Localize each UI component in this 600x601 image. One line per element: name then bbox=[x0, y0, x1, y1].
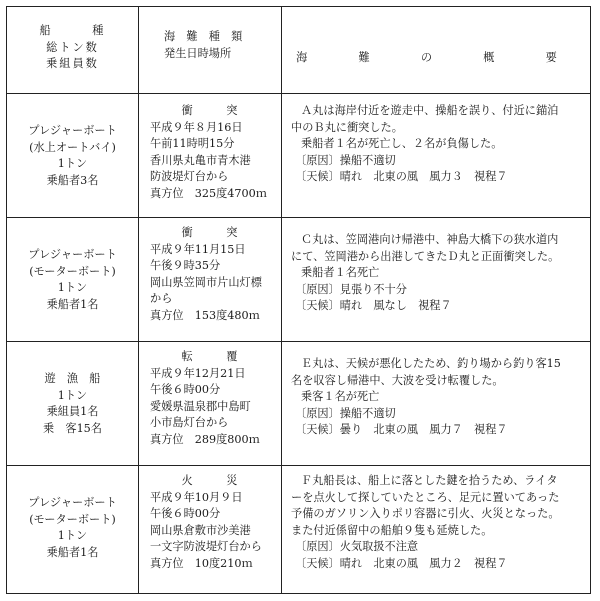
summary-line: Ｅ丸は、天候が悪化したため、釣り場から釣り客15 bbox=[301, 357, 561, 370]
row-2-vessel bbox=[7, 247, 138, 313]
summary-cause: 〔原因〕火気取扱不注意 bbox=[295, 540, 419, 554]
row-divider bbox=[7, 93, 590, 94]
summary-weather: 〔天候〕晴れ 北東の風 風力２ 視程７ bbox=[295, 556, 508, 570]
header-vessel-type: 船 種 bbox=[39, 24, 106, 37]
row-4-summary bbox=[281, 473, 592, 573]
tonnage: 1トン bbox=[57, 388, 88, 402]
summary-line: 予備のガソリン入りポリ容器に引火、火災となった。 bbox=[291, 507, 560, 521]
row-divider bbox=[7, 465, 590, 466]
row-3-accident bbox=[138, 349, 281, 449]
header-datetime-place: 発生日時場所 bbox=[164, 46, 232, 60]
summary-weather: 〔天候〕晴れ 北東の風 風力３ 視程７ bbox=[295, 170, 508, 184]
header-vessel bbox=[7, 23, 138, 73]
accident-bearing: 真方位 325度4700ｍ bbox=[150, 186, 267, 200]
vessel-type: 遊 漁 船 bbox=[44, 372, 101, 385]
crew: 乗船者1名 bbox=[46, 545, 99, 559]
row-divider bbox=[7, 217, 590, 218]
summary-line: 中のＢ丸に衝突した。 bbox=[291, 120, 403, 134]
accident-type: 衝 突 bbox=[181, 104, 238, 117]
accident-date: 平成９年10月９日 bbox=[150, 490, 243, 504]
accident-type: 転 覆 bbox=[181, 350, 238, 363]
summary-cause: 〔原因〕操船不適切 bbox=[295, 153, 396, 167]
accident-bearing: 真方位 289度800ｍ bbox=[150, 432, 260, 446]
row-2-accident bbox=[138, 225, 281, 325]
summary-line: ーを点火して探していたところ、足元に置いてあった bbox=[291, 490, 560, 504]
row-divider bbox=[7, 341, 590, 342]
passengers: 乗 客15名 bbox=[43, 421, 102, 435]
summary-line: Ｆ丸船長は、船上に落とした鍵を拾うため、ライタ bbox=[301, 474, 558, 487]
accident-time: 午前11時明15分 bbox=[150, 137, 235, 151]
row-4-accident bbox=[138, 473, 281, 573]
accident-reference: 一文字防波堤灯台から bbox=[150, 540, 262, 554]
summary-cause: 〔原因〕操船不適切 bbox=[295, 406, 396, 420]
row-3-summary bbox=[281, 356, 592, 439]
summary-line: また付近係留中の船舶９隻も延焼した。 bbox=[291, 523, 493, 537]
accident-type: 衝 突 bbox=[181, 226, 238, 239]
accident-time: 午後６時00分 bbox=[150, 507, 221, 521]
header-accident bbox=[138, 29, 281, 62]
crew: 乗船者3名 bbox=[46, 173, 99, 187]
accident-place: 岡山県笠岡市片山灯標 bbox=[150, 275, 262, 289]
header-summary: 海 難 の 概 要 bbox=[296, 51, 577, 64]
vessel-subtype: (モーターボート) bbox=[29, 264, 116, 278]
accident-reference: 小市島灯台から bbox=[150, 416, 229, 430]
accident-bearing: 真方位 153度480ｍ bbox=[150, 308, 260, 322]
tonnage: 1トン bbox=[57, 281, 88, 295]
accident-type: 火 災 bbox=[181, 474, 238, 487]
vessel-subtype: (水上オートバイ) bbox=[29, 140, 116, 154]
row-4-vessel bbox=[7, 495, 138, 561]
summary-weather: 〔天候〕曇り 北東の風 風力７ 視程７ bbox=[295, 423, 508, 437]
row-3-vessel bbox=[7, 371, 138, 437]
vessel-type: プレジャーボート bbox=[28, 124, 117, 137]
accident-place: 香川県丸亀市青木港 bbox=[150, 153, 251, 167]
vessel-type: プレジャーボート bbox=[28, 496, 117, 509]
accident-bearing: 真方位 10度210ｍ bbox=[150, 556, 253, 570]
summary-line: 乗客１名が死亡 bbox=[301, 390, 380, 404]
header-accident-type: 海 難 種 類 bbox=[164, 30, 243, 43]
accident-date: 平成９年８月16日 bbox=[150, 120, 243, 134]
summary-weather: 〔天候〕晴れ 風なし 視程７ bbox=[295, 299, 452, 313]
accident-date: 平成９年12月21日 bbox=[150, 366, 246, 380]
vessel-type: プレジャーボート bbox=[28, 248, 117, 261]
accident-place: 愛媛県温泉郡中島町 bbox=[150, 399, 251, 413]
accident-table bbox=[6, 6, 591, 594]
accident-place: 岡山県倉敷市沙美港 bbox=[150, 523, 251, 537]
tonnage: 1トン bbox=[57, 529, 88, 543]
vessel-subtype: (モーターボート) bbox=[29, 512, 116, 526]
crew: 乗組員1名 bbox=[46, 405, 99, 419]
header-tonnage: 総トン数 bbox=[46, 40, 99, 54]
accident-reference: 防波堤灯台から bbox=[150, 170, 229, 184]
tonnage: 1トン bbox=[57, 157, 88, 171]
row-2-summary bbox=[281, 232, 592, 315]
summary-cause: 〔原因〕見張り不十分 bbox=[295, 282, 407, 296]
summary-line: にて、笠岡港から出港してきたＤ丸と正面衝突した。 bbox=[291, 249, 560, 263]
summary-line: Ａ丸は海岸付近を遊走中、操船を誤り、付近に錨泊 bbox=[301, 104, 559, 117]
summary-line: 乗船者１名が死亡し、２名が負傷した。 bbox=[301, 137, 503, 151]
summary-line: 乗船者１名死亡 bbox=[301, 266, 380, 280]
summary-line: Ｃ丸は、笠岡港向け帰港中、神島大橋下の狭水道内 bbox=[301, 233, 559, 246]
header-crew: 乗組員数 bbox=[46, 57, 99, 71]
summary-line: 名を収容し帰港中、大波を受け転覆した。 bbox=[291, 373, 504, 387]
row-1-accident bbox=[138, 103, 281, 203]
row-1-summary bbox=[281, 103, 592, 186]
accident-time: 午後９時35分 bbox=[150, 259, 221, 273]
accident-date: 平成９年11月15日 bbox=[150, 242, 246, 256]
row-1-vessel bbox=[7, 123, 138, 189]
accident-reference: から bbox=[150, 292, 173, 306]
accident-time: 午後６時00分 bbox=[150, 383, 221, 397]
crew: 乗船者1名 bbox=[46, 297, 99, 311]
